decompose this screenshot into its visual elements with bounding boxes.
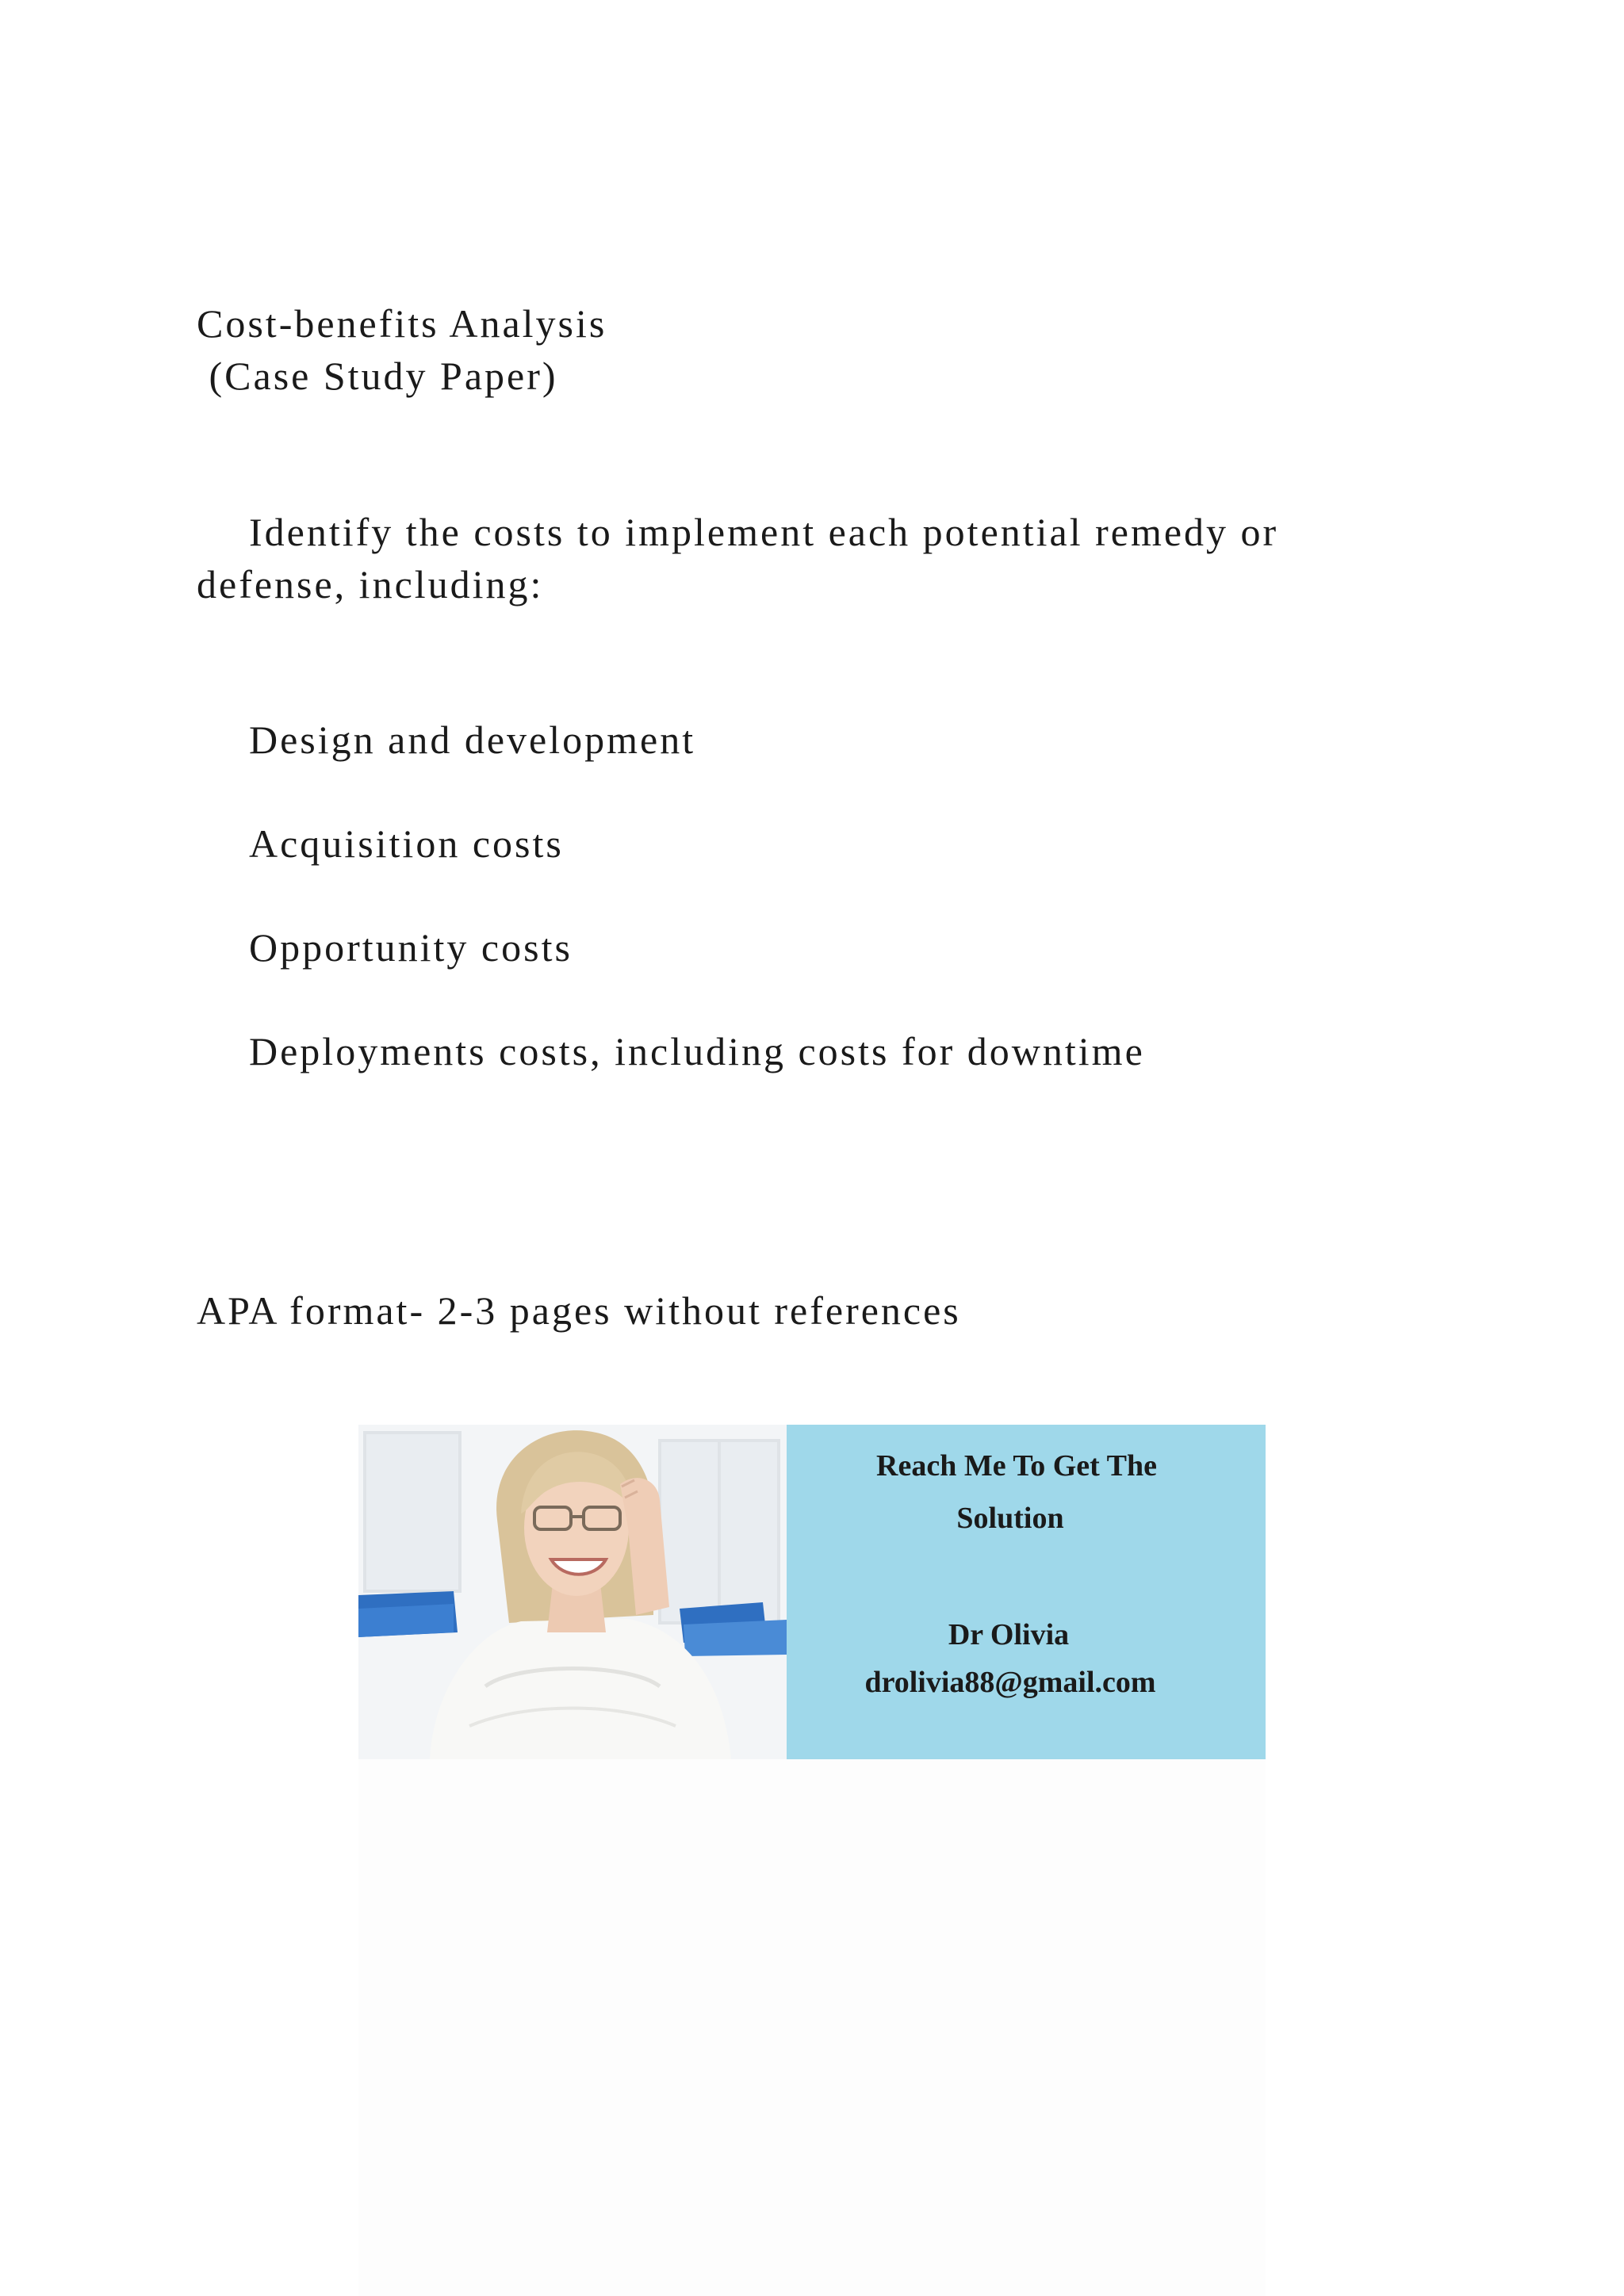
cta-line-2: Solution — [956, 1502, 1064, 1535]
contact-name: Dr Olivia — [948, 1618, 1070, 1651]
list-item-deployment-costs: Deployments costs, including costs for downtime — [249, 1029, 1145, 1073]
contact-info-panel — [787, 1425, 1266, 1759]
contact-banner — [358, 1425, 1266, 1759]
portrait-photo — [358, 1425, 787, 1759]
image-padding-area — [358, 1759, 1266, 2296]
format-note: APA format- 2-3 pages without references — [197, 1288, 961, 1333]
document-subtitle: (Case Study Paper) — [197, 354, 558, 398]
intro-text-line-1: Identify the costs to implement each potential remedy or — [249, 510, 1279, 554]
cta-line-1: Reach Me To Get The — [876, 1449, 1157, 1483]
document-title: Cost-benefits Analysis — [197, 301, 607, 346]
list-item-opportunity-costs: Opportunity costs — [249, 925, 573, 970]
list-item-design-development: Design and development — [249, 718, 696, 762]
contact-email[interactable]: drolivia88@gmail.com — [864, 1666, 1156, 1699]
intro-text-line-2: defense, including: — [197, 562, 544, 607]
list-item-acquisition-costs: Acquisition costs — [249, 821, 564, 866]
woman-portrait-illustration — [358, 1425, 787, 1759]
